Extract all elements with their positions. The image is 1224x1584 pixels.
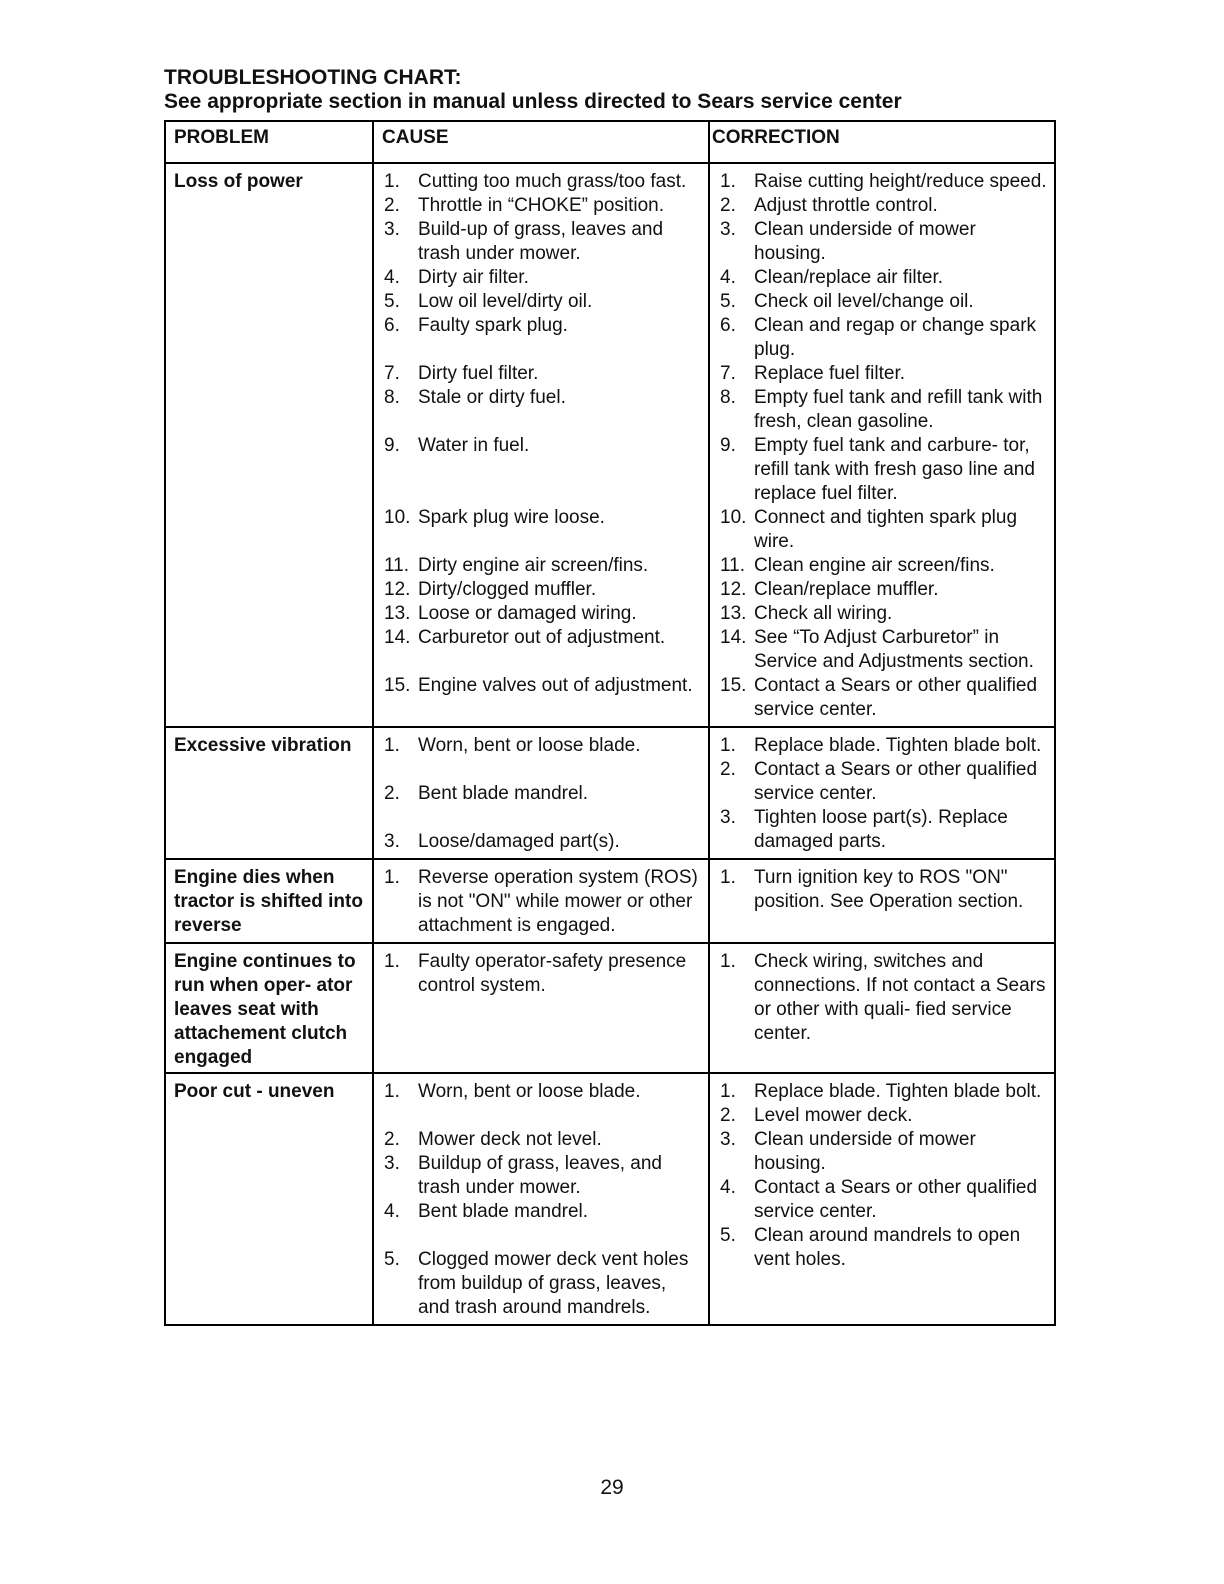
page-subtitle: See appropriate section in manual unless directed to Sears service center xyxy=(164,90,902,113)
cause-text: Dirty engine air screen/fins. xyxy=(418,555,649,576)
cause-item xyxy=(380,266,702,290)
correction-item xyxy=(716,674,1048,722)
column-header-cause: CAUSE xyxy=(373,121,709,163)
cause-text: Engine valves out of adjustment. xyxy=(418,675,693,696)
correction-number: 2. xyxy=(720,759,736,780)
correction-item xyxy=(716,806,1048,854)
correction-text: Contact a Sears or other qualified service center. xyxy=(754,1177,1038,1222)
cause-number: 2. xyxy=(384,1129,400,1150)
table-row xyxy=(165,859,1055,943)
correction-list xyxy=(716,170,1048,722)
cause-number: 3. xyxy=(384,1153,400,1174)
cause-item xyxy=(380,1248,702,1320)
correction-number: 3. xyxy=(720,1129,736,1150)
correction-list xyxy=(716,1080,1048,1272)
correction-text: Clean/replace air filter. xyxy=(754,267,944,288)
correction-number: 1. xyxy=(720,1081,736,1102)
cause-number: 11. xyxy=(384,555,410,576)
correction-text: Replace blade. Tighten blade bolt. xyxy=(754,735,1042,756)
cause-item xyxy=(380,674,702,698)
correction-item xyxy=(716,578,1048,602)
correction-cell xyxy=(709,859,1055,943)
problem-cell: Engine continues to run when oper- ator leaves seat with attachement clutch engaged xyxy=(165,943,373,1073)
table-row xyxy=(165,1073,1055,1325)
cause-item xyxy=(380,866,702,938)
correction-item xyxy=(716,386,1048,434)
correction-item xyxy=(716,218,1048,266)
correction-text: Replace fuel filter. xyxy=(754,363,906,384)
cause-text: Clogged mower deck vent holes from buildup of grass, leaves, and trash around mandrels. xyxy=(418,1249,689,1318)
cause-item xyxy=(380,1080,702,1104)
correction-text: Replace blade. Tighten blade bolt. xyxy=(754,1081,1042,1102)
cause-number: 1. xyxy=(384,1081,400,1102)
cause-list xyxy=(380,866,702,938)
correction-text: Raise cutting height/reduce speed. xyxy=(754,171,1047,192)
correction-item xyxy=(716,434,1048,506)
problem-cell: Engine dies when tractor is shifted into reverse xyxy=(165,859,373,943)
cause-text: Build-up of grass, leaves and trash under mower. xyxy=(418,219,664,264)
cause-item xyxy=(380,386,702,410)
correction-number: 5. xyxy=(720,291,736,312)
correction-item xyxy=(716,866,1048,914)
cause-number: 2. xyxy=(384,783,400,804)
table-body xyxy=(165,163,1055,1325)
cause-item xyxy=(380,950,702,998)
cause-text: Buildup of grass, leaves, and trash under mower. xyxy=(418,1153,662,1198)
cause-text: Loose or damaged wiring. xyxy=(418,603,637,624)
table-header-row xyxy=(165,121,1055,163)
problem-cell: Loss of power xyxy=(165,163,373,727)
cause-number: 1. xyxy=(384,735,400,756)
correction-cell xyxy=(709,163,1055,727)
correction-text: Connect and tighten spark plug wire. xyxy=(754,507,1018,552)
correction-text: Clean/replace muffler. xyxy=(754,579,939,600)
correction-text: Check wiring, switches and connections. If not contact a Sears or other with quali- fied service center. xyxy=(754,951,1046,1044)
correction-number: 1. xyxy=(720,735,736,756)
correction-item xyxy=(716,1104,1048,1128)
correction-text: Clean underside of mower housing. xyxy=(754,219,976,264)
correction-item xyxy=(716,734,1048,758)
correction-item xyxy=(716,602,1048,626)
correction-text: Clean around mandrels to open vent holes. xyxy=(754,1225,1021,1270)
table-row xyxy=(165,727,1055,859)
troubleshooting-page xyxy=(164,66,1056,1326)
cause-number: 9. xyxy=(384,435,400,456)
cause-item xyxy=(380,1200,702,1224)
correction-text: Adjust throttle control. xyxy=(754,195,938,216)
correction-item xyxy=(716,266,1048,290)
correction-text: Clean underside of mower housing. xyxy=(754,1129,976,1174)
correction-number: 12. xyxy=(720,579,747,600)
cause-text: Faulty operator-safety presence control system. xyxy=(418,951,687,996)
correction-item xyxy=(716,506,1048,554)
correction-item xyxy=(716,170,1048,194)
cause-item xyxy=(380,314,702,338)
cause-number: 6. xyxy=(384,315,400,336)
cause-item xyxy=(380,194,702,218)
cause-number: 12. xyxy=(384,579,411,600)
correction-item xyxy=(716,626,1048,674)
cause-text: Faulty spark plug. xyxy=(418,315,568,336)
correction-number: 13. xyxy=(720,603,747,624)
correction-item xyxy=(716,1080,1048,1104)
correction-number: 1. xyxy=(720,171,736,192)
correction-text: Contact a Sears or other qualified service center. xyxy=(754,675,1038,720)
correction-list xyxy=(716,734,1048,854)
cause-item xyxy=(380,626,702,650)
cause-number: 4. xyxy=(384,267,400,288)
correction-text: Contact a Sears or other qualified service center. xyxy=(754,759,1038,804)
cause-text: Bent blade mandrel. xyxy=(418,783,589,804)
correction-number: 6. xyxy=(720,315,736,336)
cause-cell xyxy=(373,859,709,943)
correction-number: 1. xyxy=(720,951,736,972)
cause-text: Stale or dirty fuel. xyxy=(418,387,566,408)
cause-text: Loose/damaged part(s). xyxy=(418,831,620,852)
correction-number: 3. xyxy=(720,219,736,240)
table-row xyxy=(165,163,1055,727)
correction-number: 11. xyxy=(720,555,746,576)
cause-cell xyxy=(373,1073,709,1325)
correction-number: 4. xyxy=(720,1177,736,1198)
table-row xyxy=(165,943,1055,1073)
correction-text: Turn ignition key to ROS "ON" position. See Operation section. xyxy=(754,867,1024,912)
cause-item xyxy=(380,506,702,530)
troubleshooting-table xyxy=(164,120,1056,1326)
correction-list xyxy=(716,866,1048,914)
cause-number: 3. xyxy=(384,831,400,852)
cause-number: 4. xyxy=(384,1201,400,1222)
correction-text: Check oil level/change oil. xyxy=(754,291,974,312)
cause-text: Cutting too much grass/too fast. xyxy=(418,171,687,192)
cause-text: Carburetor out of adjustment. xyxy=(418,627,666,648)
cause-number: 1. xyxy=(384,867,400,888)
correction-text: Tighten loose part(s). Replace damaged parts. xyxy=(754,807,1008,852)
correction-text: Check all wiring. xyxy=(754,603,893,624)
cause-number: 8. xyxy=(384,387,400,408)
correction-cell xyxy=(709,727,1055,859)
problem-cell: Excessive vibration xyxy=(165,727,373,859)
cause-item xyxy=(380,782,702,806)
problem-cell: Poor cut - uneven xyxy=(165,1073,373,1325)
correction-item xyxy=(716,1224,1048,1272)
correction-item xyxy=(716,1128,1048,1176)
cause-number: 14. xyxy=(384,627,411,648)
correction-number: 1. xyxy=(720,867,736,888)
cause-list xyxy=(380,1080,702,1320)
correction-number: 10. xyxy=(720,507,747,528)
correction-number: 9. xyxy=(720,435,736,456)
cause-cell xyxy=(373,727,709,859)
correction-item xyxy=(716,1176,1048,1224)
cause-text: Dirty/clogged muffler. xyxy=(418,579,597,600)
cause-text: Mower deck not level. xyxy=(418,1129,602,1150)
cause-item xyxy=(380,830,702,854)
correction-number: 14. xyxy=(720,627,747,648)
correction-item xyxy=(716,950,1048,1046)
cause-number: 13. xyxy=(384,603,411,624)
correction-text: Clean and regap or change spark plug. xyxy=(754,315,1037,360)
column-header-correction: CORRECTION xyxy=(709,121,1055,163)
correction-item xyxy=(716,314,1048,362)
column-header-problem: PROBLEM xyxy=(165,121,373,163)
correction-text: Empty fuel tank and refill tank with fresh, clean gasoline. xyxy=(754,387,1043,432)
correction-number: 7. xyxy=(720,363,736,384)
correction-number: 15. xyxy=(720,675,747,696)
cause-item xyxy=(380,602,702,626)
correction-number: 8. xyxy=(720,387,736,408)
cause-number: 15. xyxy=(384,675,411,696)
cause-number: 1. xyxy=(384,951,400,972)
cause-number: 7. xyxy=(384,363,400,384)
correction-text: Level mower deck. xyxy=(754,1105,913,1126)
cause-item xyxy=(380,578,702,602)
correction-text: See “To Adjust Carburetor” in Service and Adjustments section. xyxy=(754,627,1034,672)
cause-item xyxy=(380,554,702,578)
cause-item xyxy=(380,1128,702,1152)
correction-number: 3. xyxy=(720,807,736,828)
correction-number: 2. xyxy=(720,1105,736,1126)
cause-number: 2. xyxy=(384,195,400,216)
cause-item xyxy=(380,170,702,194)
cause-text: Dirty fuel filter. xyxy=(418,363,539,384)
cause-text: Low oil level/dirty oil. xyxy=(418,291,593,312)
cause-text: Water in fuel. xyxy=(418,435,530,456)
correction-list xyxy=(716,950,1048,1046)
cause-cell xyxy=(373,163,709,727)
correction-item xyxy=(716,194,1048,218)
correction-number: 4. xyxy=(720,267,736,288)
correction-item xyxy=(716,758,1048,806)
cause-number: 5. xyxy=(384,1249,400,1270)
cause-text: Throttle in “CHOKE” position. xyxy=(418,195,665,216)
cause-item xyxy=(380,290,702,314)
cause-item xyxy=(380,218,702,266)
cause-text: Worn, bent or loose blade. xyxy=(418,1081,641,1102)
cause-number: 10. xyxy=(384,507,411,528)
cause-text: Worn, bent or loose blade. xyxy=(418,735,641,756)
cause-list xyxy=(380,950,702,998)
correction-text: Empty fuel tank and carbure- tor, refill tank with fresh gaso line and replace fuel filter. xyxy=(754,435,1035,504)
correction-cell xyxy=(709,1073,1055,1325)
correction-number: 5. xyxy=(720,1225,736,1246)
cause-number: 1. xyxy=(384,171,400,192)
cause-item xyxy=(380,362,702,386)
cause-item xyxy=(380,1152,702,1200)
cause-text: Dirty air filter. xyxy=(418,267,529,288)
cause-text: Spark plug wire loose. xyxy=(418,507,605,528)
correction-item xyxy=(716,554,1048,578)
cause-item xyxy=(380,434,702,458)
cause-item xyxy=(380,734,702,758)
correction-item xyxy=(716,362,1048,386)
cause-text: Bent blade mandrel. xyxy=(418,1201,589,1222)
page-title: TROUBLESHOOTING CHART: xyxy=(164,66,462,89)
cause-list xyxy=(380,170,702,698)
cause-list xyxy=(380,734,702,854)
correction-text: Clean engine air screen/fins. xyxy=(754,555,995,576)
page-number: 29 xyxy=(600,1476,624,1499)
correction-item xyxy=(716,290,1048,314)
correction-number: 2. xyxy=(720,195,736,216)
cause-cell xyxy=(373,943,709,1073)
cause-text: Reverse operation system (ROS) is not "ON" while mower or other attachment is engaged. xyxy=(418,867,698,936)
cause-number: 5. xyxy=(384,291,400,312)
cause-number: 3. xyxy=(384,219,400,240)
correction-cell xyxy=(709,943,1055,1073)
